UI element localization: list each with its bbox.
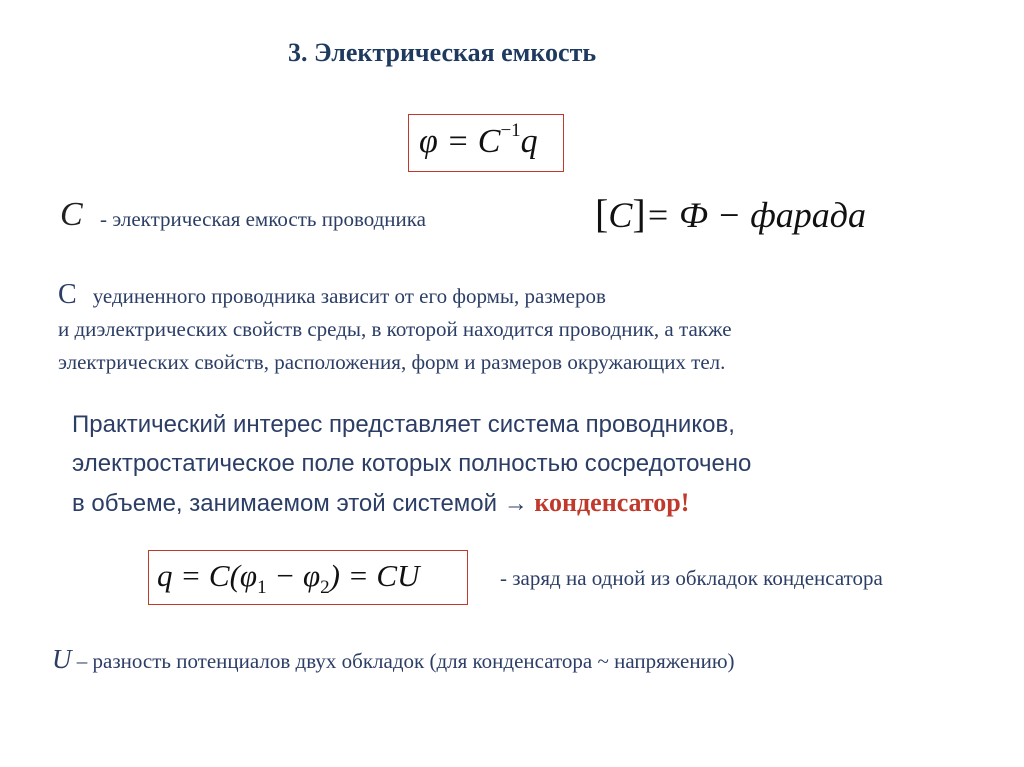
potential-formula	[419, 119, 538, 161]
voltage-line	[52, 644, 735, 675]
capacitance-symbol: C	[60, 196, 83, 233]
voltage-description: – разность потенциалов двух обкладок (для конденсатора ~ напряжению)	[71, 649, 735, 673]
right-bracket: ]	[632, 191, 646, 236]
exponent: −1	[500, 119, 521, 141]
left-bracket: [	[595, 191, 609, 236]
charge-formula	[157, 558, 419, 599]
capacitance-description: - электрическая емкость проводника	[100, 207, 426, 231]
subscript-1: 1	[257, 577, 267, 599]
equals-sign: =	[437, 123, 478, 160]
charge-formula-part-1: q = C(φ	[157, 558, 258, 593]
phi-symbol: φ	[419, 123, 438, 160]
dependency-line-1	[58, 278, 1008, 313]
dependency-symbol: С	[58, 279, 77, 310]
charge-formula-part-2: − φ	[266, 558, 321, 593]
charge-formula-part-3: ) = CU	[329, 558, 420, 593]
dependency-line-2: и диэлектрических свойств среды, в которой находится проводник, а также	[58, 317, 732, 341]
slide-title: 3. Электрическая емкость	[288, 38, 597, 67]
voltage-symbol: U	[52, 644, 72, 674]
potential-formula-box	[408, 114, 564, 172]
unit-formula	[595, 190, 866, 237]
dependency-line-3: электрических свойств, расположения, форм и размеров окружающих тел.	[58, 350, 726, 374]
q-symbol: q	[520, 123, 538, 160]
dependency-text-1: уединенного проводника зависит от его формы, размеров	[92, 284, 606, 308]
c-symbol: C	[477, 123, 501, 160]
arrow-icon: →	[497, 490, 535, 517]
capacitor-line-1: Практический интерес представляет система проводников,	[72, 411, 735, 438]
capacitor-line-2: электростатическое поле которых полностью сосредоточено	[72, 450, 752, 477]
unit-definition: = Ф − фарада	[645, 195, 866, 235]
capacitor-paragraph	[72, 405, 1012, 523]
charge-formula-box	[148, 550, 468, 605]
capacitor-line-3	[72, 483, 1012, 523]
subscript-2: 2	[320, 577, 330, 599]
dependency-paragraph	[58, 278, 1008, 379]
capacitor-highlight: конденсатор!	[534, 488, 690, 517]
unit-c-symbol: C	[608, 195, 633, 235]
capacitor-text-3: в объеме, занимаемом этой системой	[72, 490, 498, 517]
charge-description: - заряд на одной из обкладок конденсатора	[500, 566, 883, 590]
